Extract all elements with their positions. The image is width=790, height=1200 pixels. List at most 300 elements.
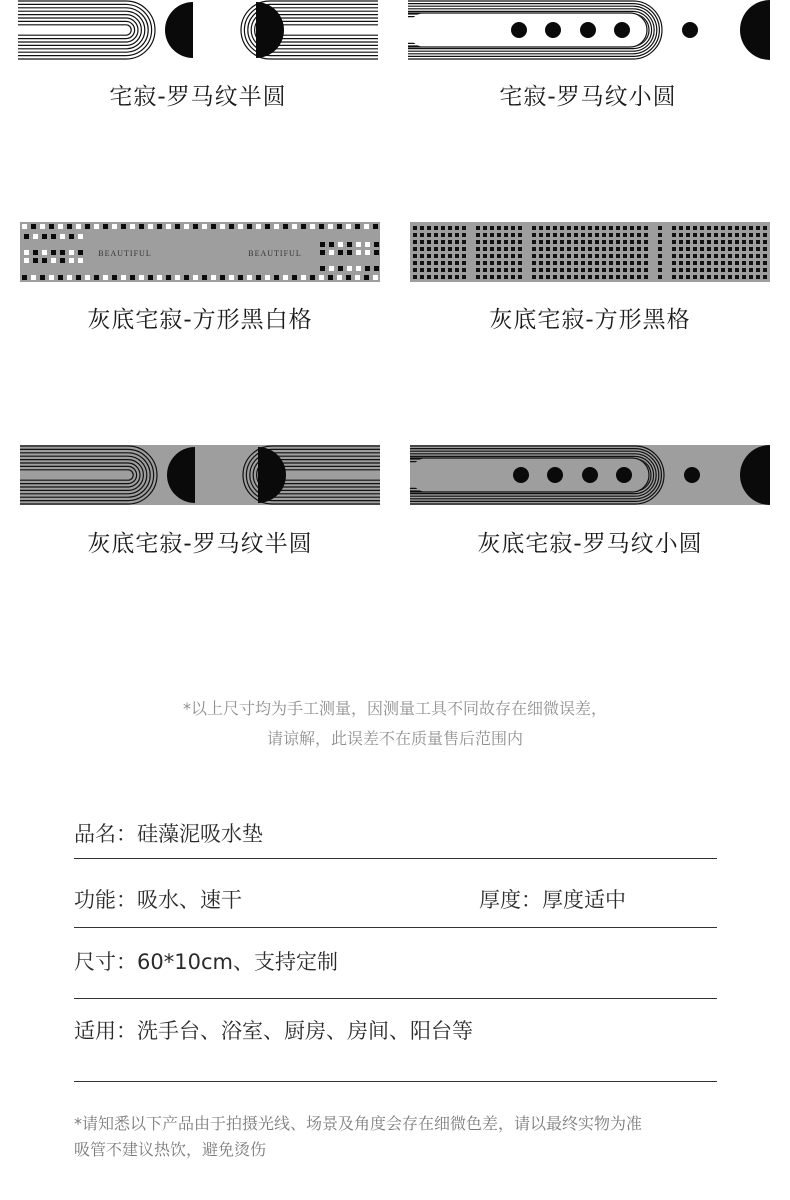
grid-square [448, 233, 452, 237]
grid-square [756, 254, 760, 258]
grid-square [574, 268, 578, 272]
grid-square [420, 275, 424, 279]
grid-square [588, 254, 592, 258]
grid-square [441, 275, 445, 279]
grid-square [644, 268, 648, 272]
border-square [265, 275, 270, 280]
border-square [157, 224, 162, 229]
border-square [301, 224, 306, 229]
border-square [283, 224, 288, 229]
checker-square [33, 234, 38, 239]
grid-square [644, 254, 648, 258]
checker-square [24, 258, 29, 263]
border-square [85, 224, 90, 229]
grid-square [448, 268, 452, 272]
grid-square [616, 261, 620, 265]
border-square [184, 275, 189, 280]
border-square [274, 275, 279, 280]
small-dot [580, 22, 596, 38]
grid-square [658, 254, 662, 258]
grid-square [714, 275, 718, 279]
grid-square [721, 240, 725, 244]
border-square [175, 224, 180, 229]
grid-square [476, 247, 480, 251]
grid-square [560, 275, 564, 279]
grid-square [616, 275, 620, 279]
grid-square [434, 226, 438, 230]
grid-square [749, 240, 753, 244]
grid-square [539, 226, 543, 230]
grid-square [581, 261, 585, 265]
grid-square [749, 226, 753, 230]
checker-square [51, 250, 56, 255]
checker-square [320, 266, 325, 271]
grid-square [476, 240, 480, 244]
swatch-gray-black-grid [410, 222, 770, 282]
checker-square [42, 250, 47, 255]
grid-square [721, 254, 725, 258]
grid-square [658, 261, 662, 265]
grid-square [728, 226, 732, 230]
swatch-white-roman-small-circle-pattern [408, 0, 770, 60]
checker-square [60, 250, 65, 255]
grid-square [476, 226, 480, 230]
grid-square [427, 226, 431, 230]
border-square [157, 275, 162, 280]
grid-square [588, 247, 592, 251]
grid-square [441, 240, 445, 244]
border-square [265, 224, 270, 229]
grid-square [511, 247, 515, 251]
grid-square [560, 268, 564, 272]
checker-square [374, 266, 379, 271]
checker-square [60, 234, 65, 239]
grid-square [427, 254, 431, 258]
swatch-white-roman-semicircle [18, 0, 378, 60]
grid-square [553, 247, 557, 251]
grid-square [623, 240, 627, 244]
grid-square [462, 240, 466, 244]
grid-square [441, 247, 445, 251]
inner-band [408, 13, 648, 47]
grid-square [448, 226, 452, 230]
grid-square [714, 233, 718, 237]
grid-square [693, 254, 697, 258]
grid-square [609, 233, 613, 237]
swatch-caption: 宅寂-罗马纹小圆 [499, 84, 677, 110]
grid-square [434, 233, 438, 237]
grid-square [511, 226, 515, 230]
grid-square [504, 275, 508, 279]
grid-square [567, 261, 571, 265]
grid-square [609, 261, 613, 265]
grid-square [567, 226, 571, 230]
grid-square [504, 226, 508, 230]
border-square [103, 275, 108, 280]
grid-square [581, 268, 585, 272]
grid-square [700, 275, 704, 279]
swatch-caption: 灰底宅寂-方形黑格 [489, 307, 691, 333]
checker-square [51, 258, 56, 263]
grid-square [518, 247, 522, 251]
grid-square [567, 240, 571, 244]
grid-square [413, 275, 417, 279]
grid-square [532, 226, 536, 230]
grid-square [532, 233, 536, 237]
grid-square [462, 261, 466, 265]
grid-square [658, 247, 662, 251]
swatch-gray-black-grid-pattern [410, 222, 770, 282]
border-square [247, 275, 252, 280]
border-square [220, 275, 225, 280]
grid-square [455, 240, 459, 244]
grid-square [693, 240, 697, 244]
grid-square [581, 247, 585, 251]
grid-square [476, 254, 480, 258]
grid-square [602, 261, 606, 265]
checker-square [60, 258, 65, 263]
swatch-background [18, 0, 378, 60]
grid-square [735, 275, 739, 279]
grid-square [434, 254, 438, 258]
grid-square [553, 268, 557, 272]
border-square [319, 275, 324, 280]
checker-square [329, 242, 334, 247]
grid-square [721, 275, 725, 279]
grid-square [455, 247, 459, 251]
grid-square [742, 261, 746, 265]
grid-square [658, 275, 662, 279]
small-dot [582, 467, 598, 483]
grid-square [497, 240, 501, 244]
grid-square [560, 254, 564, 258]
grid-square [700, 261, 704, 265]
grid-square [490, 261, 494, 265]
grid-square [427, 268, 431, 272]
grid-square [413, 226, 417, 230]
grid-square [756, 268, 760, 272]
border-square [121, 275, 126, 280]
grid-square [504, 233, 508, 237]
grid-square [630, 247, 634, 251]
grid-square [483, 268, 487, 272]
checker-square [338, 250, 343, 255]
grid-square [427, 275, 431, 279]
grid-square [637, 275, 641, 279]
grid-square [497, 254, 501, 258]
grid-square [742, 275, 746, 279]
grid-square [756, 240, 760, 244]
border-square [337, 275, 342, 280]
grid-square [749, 233, 753, 237]
small-dot [614, 22, 630, 38]
border-square [283, 275, 288, 280]
grid-square [679, 233, 683, 237]
grid-square [553, 254, 557, 258]
grid-square [637, 240, 641, 244]
grid-square [441, 226, 445, 230]
grid-square [532, 240, 536, 244]
grid-square [623, 226, 627, 230]
checker-square [347, 266, 352, 271]
grid-square [686, 247, 690, 251]
grid-square [602, 240, 606, 244]
grid-square [455, 226, 459, 230]
grid-square [707, 261, 711, 265]
border-square [58, 275, 63, 280]
grid-square [742, 226, 746, 230]
grid-square [413, 268, 417, 272]
grid-square [693, 275, 697, 279]
grid-square [490, 247, 494, 251]
grid-square [763, 240, 767, 244]
border-square [94, 275, 99, 280]
grid-square [434, 261, 438, 265]
grid-square [623, 233, 627, 237]
grid-square [497, 268, 501, 272]
border-square [130, 224, 135, 229]
border-square [256, 224, 261, 229]
grid-square [504, 268, 508, 272]
checker-square [356, 242, 361, 247]
grid-square [630, 240, 634, 244]
small-dot [545, 22, 561, 38]
grid-square [756, 247, 760, 251]
grid-square [588, 261, 592, 265]
grid-square [546, 254, 550, 258]
grid-square [588, 275, 592, 279]
grid-square [728, 261, 732, 265]
swatch-gray-roman-small-circle [410, 445, 770, 505]
checker-square [33, 258, 38, 263]
border-square [40, 275, 45, 280]
grid-square [707, 233, 711, 237]
border-square [247, 224, 252, 229]
checker-square [78, 234, 83, 239]
grid-square [693, 247, 697, 251]
grid-square [679, 261, 683, 265]
grid-square [749, 268, 753, 272]
grid-square [413, 240, 417, 244]
grid-square [553, 275, 557, 279]
grid-square [455, 233, 459, 237]
grid-square [511, 254, 515, 258]
grid-square [420, 233, 424, 237]
grid-square [504, 240, 508, 244]
grid-square [574, 261, 578, 265]
grid-square [420, 254, 424, 258]
grid-square [756, 275, 760, 279]
measurement-note-line1: *以上尺寸均为手工测量，因测量工具不同故存在细微误差， [182, 699, 607, 718]
checker-square [347, 250, 352, 255]
grid-square [756, 261, 760, 265]
grid-square [518, 240, 522, 244]
grid-square [637, 247, 641, 251]
border-square [310, 224, 315, 229]
grid-square [609, 254, 613, 258]
grid-square [427, 240, 431, 244]
checker-square [365, 242, 370, 247]
spec-thickness: 厚度：厚度适中 [479, 888, 626, 912]
grid-square [686, 275, 690, 279]
grid-square [749, 254, 753, 258]
small-dot [547, 467, 563, 483]
grid-square [637, 226, 641, 230]
grid-square [707, 268, 711, 272]
grid-square [700, 268, 704, 272]
grid-square [455, 275, 459, 279]
border-square [112, 224, 117, 229]
grid-square [630, 268, 634, 272]
grid-square [609, 275, 613, 279]
grid-square [623, 268, 627, 272]
grid-square [420, 268, 424, 272]
grid-square [693, 226, 697, 230]
checker-square [365, 250, 370, 255]
checker-square [320, 250, 325, 255]
grid-square [735, 233, 739, 237]
grid-square [581, 254, 585, 258]
grid-square [763, 275, 767, 279]
measurement-note-line2: 请谅解，此误差不在质量售后范围内 [266, 729, 523, 748]
spec-row-size [74, 946, 717, 999]
grid-square [714, 268, 718, 272]
grid-square [462, 233, 466, 237]
grid-square [504, 247, 508, 251]
checker-square [33, 250, 38, 255]
grid-square [462, 275, 466, 279]
grid-square [448, 254, 452, 258]
checker-square [374, 242, 379, 247]
checker-square [24, 250, 29, 255]
border-square [58, 224, 63, 229]
grid-square [721, 247, 725, 251]
grid-square [539, 233, 543, 237]
grid-square [532, 275, 536, 279]
grid-square [763, 254, 767, 258]
grid-square [588, 240, 592, 244]
grid-square [546, 275, 550, 279]
grid-square [721, 268, 725, 272]
grid-square [504, 261, 508, 265]
grid-square [714, 226, 718, 230]
inner-band [410, 458, 650, 492]
border-square [112, 275, 117, 280]
grid-square [490, 233, 494, 237]
border-square [31, 224, 36, 229]
grid-square [693, 268, 697, 272]
grid-square [574, 226, 578, 230]
grid-square [637, 233, 641, 237]
checker-square [356, 250, 361, 255]
border-square [238, 275, 243, 280]
border-square [364, 275, 369, 280]
footer-notice-line1: *请知悉以下产品由于拍摄光线、场景及角度会存在细微色差，请以最终实物为准 [74, 1114, 643, 1133]
grid-square [644, 275, 648, 279]
grid-square [630, 233, 634, 237]
border-square [202, 275, 207, 280]
grid-square [707, 240, 711, 244]
swatch-background [20, 445, 380, 505]
grid-square [448, 240, 452, 244]
border-square [166, 224, 171, 229]
grid-square [511, 275, 515, 279]
spec-function: 功能：吸水、速干 [74, 888, 242, 912]
grid-square [595, 254, 599, 258]
grid-square [511, 240, 515, 244]
grid-square [707, 247, 711, 251]
border-square [85, 275, 90, 280]
grid-square [616, 240, 620, 244]
grid-square [714, 240, 718, 244]
grid-square [707, 254, 711, 258]
grid-square [532, 261, 536, 265]
grid-square [679, 275, 683, 279]
border-square [319, 224, 324, 229]
grid-square [441, 268, 445, 272]
grid-square [637, 268, 641, 272]
border-square [292, 224, 297, 229]
grid-square [567, 268, 571, 272]
border-square [121, 224, 126, 229]
checker-square [338, 266, 343, 271]
grid-square [511, 261, 515, 265]
border-square [22, 224, 27, 229]
grid-square [728, 275, 732, 279]
grid-square [462, 254, 466, 258]
border-square [211, 224, 216, 229]
border-square [67, 275, 72, 280]
border-square [202, 224, 207, 229]
checker-square [356, 266, 361, 271]
grid-square [595, 261, 599, 265]
grid-square [518, 254, 522, 258]
grid-square [623, 275, 627, 279]
border-square [166, 275, 171, 280]
small-dot [513, 467, 529, 483]
border-square [49, 224, 54, 229]
border-square [292, 275, 297, 280]
border-square [373, 224, 378, 229]
grid-square [560, 233, 564, 237]
grid-square [448, 247, 452, 251]
beautiful-text-left: BEAUTIFUL [98, 249, 152, 258]
border-square [76, 224, 81, 229]
grid-square [427, 261, 431, 265]
border-square [103, 224, 108, 229]
grid-square [490, 275, 494, 279]
swatch-caption: 灰底宅寂-罗马纹半圆 [87, 531, 313, 557]
checker-square [69, 258, 74, 263]
grid-square [483, 240, 487, 244]
spec-row-function [74, 884, 717, 928]
swatch-gray-checker-black-white [20, 222, 380, 282]
grid-square [546, 268, 550, 272]
grid-square [686, 268, 690, 272]
grid-square [483, 261, 487, 265]
grid-square [616, 226, 620, 230]
swatch-caption: 宅寂-罗马纹半圆 [109, 84, 287, 110]
grid-square [532, 247, 536, 251]
checker-square [42, 234, 47, 239]
grid-square [588, 233, 592, 237]
grid-square [658, 240, 662, 244]
border-square [193, 224, 198, 229]
border-square [148, 275, 153, 280]
grid-square [735, 254, 739, 258]
checker-square [365, 266, 370, 271]
grid-square [553, 233, 557, 237]
